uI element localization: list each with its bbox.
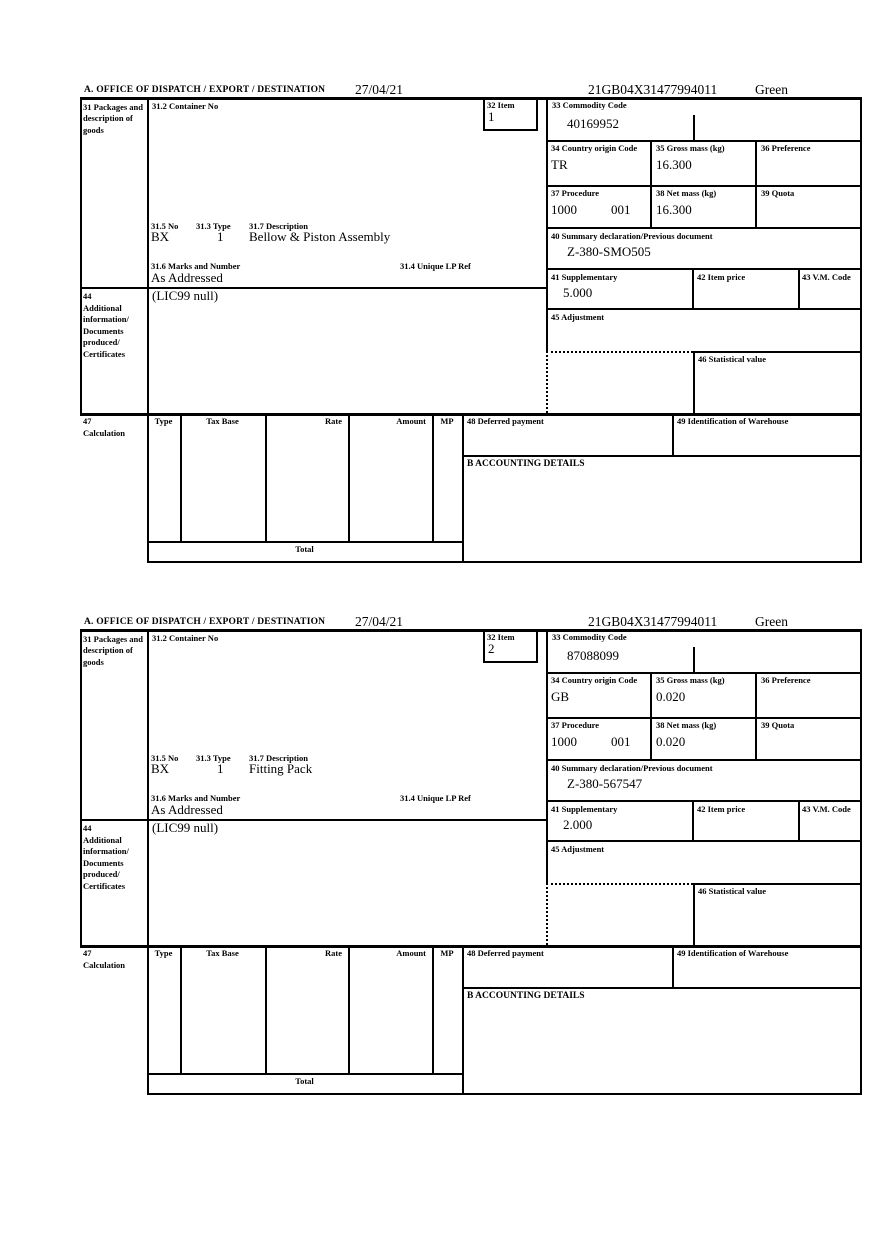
country-origin-label: 34 Country origin Code <box>551 675 638 685</box>
commodity-code-value: 40169952 <box>567 116 619 131</box>
box47-number: 47 <box>83 948 92 958</box>
box47-label: Calculation <box>83 960 126 970</box>
box31-label: 31 Packages and description of goods <box>83 634 143 667</box>
net-mass-value: 0.020 <box>656 734 686 749</box>
net-mass-label: 38 Net mass (kg) <box>656 720 717 730</box>
box44-label: Additional information/ Documents produced/ Certificates <box>83 835 129 891</box>
col-tax-base-header: Tax Base <box>206 948 239 958</box>
previous-document-value: Z-380-567547 <box>567 776 643 791</box>
marks-value: As Addressed <box>151 802 223 817</box>
customs-item-form <box>80 82 862 561</box>
preference-label: 36 Preference <box>761 675 811 685</box>
box40-bottom-border <box>546 268 862 270</box>
description-label: 31.7 Description <box>249 753 309 763</box>
form-bottom-border <box>147 561 862 563</box>
supplementary-value: 2.000 <box>563 817 593 832</box>
package-no-value: BX <box>151 761 170 776</box>
box32-right-border <box>536 97 538 131</box>
col-rate-divider <box>348 945 350 1075</box>
previous-document-value: Z-380-SMO505 <box>567 244 651 259</box>
procedure-label: 37 Procedure <box>551 188 600 198</box>
col-amount-divider <box>432 413 434 543</box>
procedure-code2-value: 001 <box>611 734 631 749</box>
box32-left-border <box>483 629 485 663</box>
total-label: Total <box>295 1076 314 1086</box>
adjustment-label: 45 Adjustment <box>551 312 605 322</box>
package-type-label: 31.3 Type <box>196 221 231 231</box>
total-label: Total <box>295 544 314 554</box>
box49-left-border <box>672 413 674 457</box>
gross-mass-label: 35 Gross mass (kg) <box>656 675 725 685</box>
table-right-border <box>462 413 464 561</box>
col36-divider <box>755 140 757 229</box>
preference-label: 36 Preference <box>761 143 811 153</box>
goods-description-value: Bellow & Piston Assembly <box>249 229 391 244</box>
box33-bottom-border <box>546 140 862 142</box>
country-origin-value: TR <box>551 157 568 172</box>
accounting-details-label: B ACCOUNTING DETAILS <box>467 459 585 469</box>
description-label: 31.7 Description <box>249 221 309 231</box>
additional-info-value: (LIC99 null) <box>152 820 219 835</box>
additional-info-value: (LIC99 null) <box>152 288 219 303</box>
net-mass-value: 16.300 <box>656 202 692 217</box>
center-right-divider <box>546 97 548 351</box>
package-type-value: 1 <box>217 229 224 244</box>
movement-reference-number: 21GB04X31477994011 <box>588 82 718 97</box>
unique-lp-ref-label: 31.4 Unique LP Ref <box>400 793 471 803</box>
box46-left-border <box>693 351 695 413</box>
previous-document-label: 40 Summary declaration/Previous document <box>551 763 713 773</box>
row37-bottom-border <box>546 227 862 229</box>
box32-bottom-border <box>483 661 538 663</box>
col-type-header: Type <box>154 948 173 958</box>
row41-bottom-border <box>546 840 862 842</box>
col-rate-header: Rate <box>325 948 342 958</box>
item-number-value: 2 <box>488 641 495 656</box>
box32-left-border <box>483 97 485 131</box>
box44-number: 44 <box>83 823 92 833</box>
package-type-label: 31.3 Type <box>196 753 231 763</box>
col-type-header: Type <box>154 416 173 426</box>
col-mp-header: MP <box>440 416 454 426</box>
country-origin-value: GB <box>551 689 570 704</box>
col43-divider <box>798 268 800 308</box>
unique-lp-ref-label: 31.4 Unique LP Ref <box>400 261 471 271</box>
item-price-label: 42 Item price <box>697 272 746 282</box>
form-left-border <box>80 629 82 947</box>
header-separator-line <box>80 97 862 100</box>
box32-right-border <box>536 629 538 663</box>
box47-number: 47 <box>83 416 92 426</box>
form-left-border <box>80 97 82 415</box>
item-price-label: 42 Item price <box>697 804 746 814</box>
col-mp-header: MP <box>440 948 454 958</box>
col-taxbase-divider <box>265 413 267 543</box>
table-left-border <box>147 945 149 1093</box>
commodity-code-separator <box>693 115 695 140</box>
box44-number: 44 <box>83 291 92 301</box>
package-no-label: 31.5 No <box>151 221 179 231</box>
box31-label: 31 Packages and description of goods <box>83 102 143 135</box>
package-no-value: BX <box>151 229 170 244</box>
statistical-value-label: 46 Statistical value <box>698 354 766 364</box>
row37-bottom-border <box>546 759 862 761</box>
net-mass-label: 38 Net mass (kg) <box>656 188 717 198</box>
col-rate-divider <box>348 413 350 543</box>
routing-status: Green <box>755 614 788 629</box>
total-row-top-border <box>147 541 464 543</box>
package-no-label: 31.5 No <box>151 753 179 763</box>
office-of-dispatch-label: A. OFFICE OF DISPATCH / EXPORT / DESTINATION <box>84 85 326 95</box>
deferred-payment-label: 48 Deferred payment <box>467 416 544 426</box>
deferred-payment-label: 48 Deferred payment <box>467 948 544 958</box>
warehouse-id-label: 49 Identification of Warehouse <box>677 416 789 426</box>
box44-top-divider <box>80 287 548 289</box>
box47-label: Calculation <box>83 428 126 438</box>
col35-divider <box>650 672 652 761</box>
col-type-divider <box>180 945 182 1075</box>
row41-bottom-border <box>546 308 862 310</box>
form-bottom-border <box>147 1093 862 1095</box>
routing-status: Green <box>755 82 788 97</box>
col35-divider <box>650 140 652 229</box>
commodity-code-value: 87088099 <box>567 648 619 663</box>
gross-mass-value: 0.020 <box>656 689 686 704</box>
procedure-code2-value: 001 <box>611 202 631 217</box>
package-type-value: 1 <box>217 761 224 776</box>
row34-bottom-border <box>546 185 862 187</box>
table-left-border <box>147 413 149 561</box>
vm-code-label: 43 V.M. Code <box>802 272 851 282</box>
form-right-border <box>860 97 862 563</box>
gross-mass-label: 35 Gross mass (kg) <box>656 143 725 153</box>
box32-bottom-border <box>483 129 538 131</box>
col-amount-header: Amount <box>396 948 426 958</box>
commodity-code-separator <box>693 647 695 672</box>
col42-divider <box>692 800 694 840</box>
country-origin-label: 34 Country origin Code <box>551 143 638 153</box>
customs-item-form <box>80 614 862 1093</box>
col-rate-header: Rate <box>325 416 342 426</box>
col36-divider <box>755 672 757 761</box>
box46-left-border <box>693 883 695 945</box>
box48-bottom-border <box>462 455 862 457</box>
form-right-border <box>860 629 862 1095</box>
warehouse-id-label: 49 Identification of Warehouse <box>677 948 789 958</box>
adjustment-label: 45 Adjustment <box>551 844 605 854</box>
dotted-vertical-line <box>546 883 548 945</box>
box44-label: Additional information/ Documents produced/ Certificates <box>83 303 129 359</box>
container-no-label: 31.2 Container No <box>152 633 219 643</box>
office-of-dispatch-label: A. OFFICE OF DISPATCH / EXPORT / DESTINATION <box>84 617 326 627</box>
item-label: 32 Item <box>487 632 515 642</box>
supplementary-label: 41 Supplementary <box>551 272 618 282</box>
box49-left-border <box>672 945 674 989</box>
supplementary-value: 5.000 <box>563 285 593 300</box>
quota-label: 39 Quota <box>761 720 795 730</box>
total-row-top-border <box>147 1073 464 1075</box>
accounting-details-label: B ACCOUNTING DETAILS <box>467 991 585 1001</box>
label-column-divider <box>147 629 149 947</box>
box40-bottom-border <box>546 800 862 802</box>
col42-divider <box>692 268 694 308</box>
label-column-divider <box>147 97 149 415</box>
box33-bottom-border <box>546 672 862 674</box>
procedure-code-value: 1000 <box>551 734 577 749</box>
row34-bottom-border <box>546 717 862 719</box>
dotted-vertical-line <box>546 351 548 413</box>
col-type-divider <box>180 413 182 543</box>
vm-code-label: 43 V.M. Code <box>802 804 851 814</box>
quota-label: 39 Quota <box>761 188 795 198</box>
dotted-horizontal-line <box>546 883 693 885</box>
commodity-code-label: 33 Commodity Code <box>552 100 627 110</box>
col43-divider <box>798 800 800 840</box>
goods-description-value: Fitting Pack <box>249 761 313 776</box>
procedure-label: 37 Procedure <box>551 720 600 730</box>
box44-top-divider <box>80 819 548 821</box>
movement-reference-number: 21GB04X31477994011 <box>588 614 718 629</box>
declaration-date: 27/04/21 <box>355 614 404 629</box>
center-right-divider <box>546 629 548 883</box>
marks-value: As Addressed <box>151 270 223 285</box>
table-right-border <box>462 945 464 1093</box>
col-amount-divider <box>432 945 434 1075</box>
header-separator-line <box>80 629 862 632</box>
gross-mass-value: 16.300 <box>656 157 692 172</box>
box46-top-border <box>693 351 862 353</box>
col-amount-header: Amount <box>396 416 426 426</box>
declaration-date: 27/04/21 <box>355 82 404 97</box>
marks-label: 31.6 Marks and Number <box>151 793 241 803</box>
previous-document-label: 40 Summary declaration/Previous document <box>551 231 713 241</box>
item-label: 32 Item <box>487 100 515 110</box>
marks-label: 31.6 Marks and Number <box>151 261 241 271</box>
supplementary-label: 41 Supplementary <box>551 804 618 814</box>
dotted-horizontal-line <box>546 351 693 353</box>
box48-bottom-border <box>462 987 862 989</box>
col-tax-base-header: Tax Base <box>206 416 239 426</box>
statistical-value-label: 46 Statistical value <box>698 886 766 896</box>
box46-top-border <box>693 883 862 885</box>
procedure-code-value: 1000 <box>551 202 577 217</box>
commodity-code-label: 33 Commodity Code <box>552 632 627 642</box>
container-no-label: 31.2 Container No <box>152 101 219 111</box>
item-number-value: 1 <box>488 109 495 124</box>
col-taxbase-divider <box>265 945 267 1075</box>
